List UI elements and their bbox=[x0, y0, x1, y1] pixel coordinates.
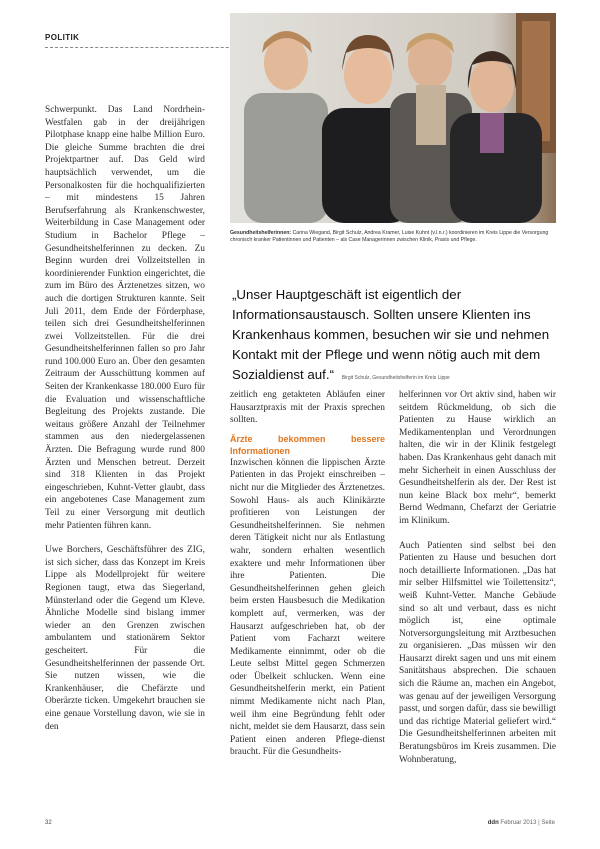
col1-paragraph-1: Schwerpunkt. Das Land Nordrhein-Westfalen gab in der dreijährigen Pilotphase knapp eine halbe Million Euro. Die gleiche Summe brachten die drei Projektpartner auf. Das Geld wird hauptsächlich verwendet, um die Personalkosten für die hochqualifizierten – mit mindestens 15 Jahren Berufserfahrung als Krankenschwester, Weiterbildung in Case Management oder Studium in Bachelor Pflege – Gesundheitshelferinnen zu decken. Zu Beginn wurden drei Vollzeitstellen in koordinierender Funktion eingerichtet, die zum im Büro des Ärztenetzes sitzen, wo auch die dortigen Strukturen kannte. Seit Juli 2011, dem Ende der Förderphase, teilen sich drei Gesundheitshelferinnen zwei Vollzeitstellen. Für die drei Gesundheitshelferinnen fallen so pro Jahr rund 100.000 Euro an. Über den gesamten Zeitraum der Ausschüttung kommen auf Seiten der Krankenkasse 180.000 Euro für die Evaluation und wissenschaftliche Begleitung des Projekts zustande. Die weitaus größere Anzahl der Teilnehmer stammen aus den niedergelassenen Ärzten. Die Befragung wurde rund 800 Ärzten und Menschen betreut. Derzeit sind 318 Klienten in das Projekt eingeschrieben, Kuhnt-Vetter glaubt, dass ein angebotenes Case Management zum Teil zu einer Versorgung mit deutlich mehr Patienten führen kann. bbox=[45, 105, 205, 531]
pull-quote bbox=[232, 285, 558, 388]
group-photo bbox=[230, 13, 556, 223]
quote-source: Birgit Schulz, Gesundheitshelferin im Kreis Lippe bbox=[341, 375, 450, 381]
col2-paragraph-2: Inzwischen können die lippischen Ärzte Patienten in das Projekt einschreiben – nicht nur die Mitglieder des Ärztenetzes. Sowohl Haus- als auch Klinikärzte profitieren von Leistungen der Gesundheitshelferinnen. Sie nehmen deren Tätigkeit nicht nur als Entlastung wahr, sondern erhalten wesentlich exaktere und mehr Informationen über ihre Patienten. Die Gesundheitshelferinnen gehen gleich beim ersten Hausbesuch die Medikation komplett auf, vermerken, was der Hausarzt aufgeschrieben hat, ob der Patient vom Facharzt weitere Medikamente einnimmt, oder ob die Leute selbst Mittel gegen Schmerzen oder Übelkeit schlucken. Wenn eine Gesundheitshelferin merkt, ein Patient nimmt Medikamente nicht nach Plan, weil ihm eine Begründung fehlt oder nicht, meldet sie dem Hausarzt, dass sein Patient einen anderen Pflege-dienst braucht. Für die Gesundheits- bbox=[230, 457, 385, 758]
col2-paragraph-1: zeitlich eng getakteten Abläufen einer Hausarztpraxis mit der Praxis sprechen sollten. bbox=[230, 390, 385, 426]
text-column-2 bbox=[230, 389, 385, 811]
section-label: POLITIK bbox=[45, 33, 80, 42]
col3-paragraph-1: helferinnen vor Ort aktiv sind, haben wir seitdem Rückmeldung, ob sich die Patienten zu Hause wirklich an Medikamentenplan und Verordnungen halten, die wir in der Klinik festgelegt haben. Das Krankenhaus geht danach mit mehr Sicherheit in einen Ausschluss der Gesundheitshelferin als der. Der Rest ist nun keine Black box mehr“, bemerkt Bernd Wedmann, Chefarzt der Geriatrie im Klinikum. bbox=[399, 390, 556, 526]
footer-info bbox=[488, 820, 555, 826]
subheading: Ärzte bekommen bessere Informationen bbox=[230, 433, 385, 456]
col1-paragraph-2: Uwe Borchers, Geschäftsführer des ZIG, ist sich sicher, dass das Konzept im Kreis Lippe als Modellprojekt für weitere Regionen taugt, etwa das Siegerland, Münsterland oder die Gegend um Kleve. Ähnliche Modelle sind bislang immer wieder an den Grenzen zwischen ambulantem und stationärem Sektor gescheitert. Für die Gesundheitshelferinnen der passende Ort. Sie nutzen wissen, wie die Krankenhäuser, die Chefärzte und Oberärzte ticken. Umgekehrt brauchen sie eine genaue Vorstellung davon, wie sie in den bbox=[45, 545, 205, 732]
text-column-1 bbox=[45, 104, 205, 812]
caption-text: Carina Wiegand, Birgit Schulz, Andrea Kramer, Luise Kuhnt (v.l.n.r.) koordinieren im Kreis Lippe die Versorgung chronisch kranker Patientinnen und Patienten – als Case Managerinnen zwischen Klinik, Praxis und Pflege. bbox=[230, 230, 549, 244]
page-number: 32 bbox=[45, 820, 52, 826]
magazine-name: ddn bbox=[487, 820, 499, 826]
photo-caption bbox=[230, 230, 556, 245]
issue-info: Februar 2013 | Seite bbox=[500, 820, 555, 826]
quote-text: „Unser Hauptgeschäft ist eigentlich der Informationsaustausch. Sollten unsere Klienten ins Krankenhaus kommen, besuchen wir sie und nehmen Kontakt mit der Pflege und wenn nötig auch mit dem Sozialdienst auf.“ bbox=[232, 287, 550, 382]
caption-title: Gesundheitshelferinnen: bbox=[230, 230, 292, 236]
text-column-3 bbox=[399, 389, 556, 811]
col3-paragraph-2: Auch Patienten sind selbst bei den Patienten zu Hause und besuchen dort noch detaillierte Informationen. „Das hat mir selber Hilfsmittel wie Toilettensitz“, weiß Kuhnt-Vetter. Manche Gebäude sind so alt und verbaut, dass es nicht möglich ist, eine optimale Notversorgungsleitung mit Arztbesuchen zu organisieren. „Das müssen wir den Hausarzt direkt sagen und uns mit einem Sanitätshaus absprechen. Die schauen sich die Räume an, machen ein Angebot, was genau auf der jeweiligen Versorgung passt, und sorgen dafür, dass sie bewilligt und das richtige Material geliefert wird.“ Die Gesundheitshelferinnen arbeiten mit Beratungsbüros im Kreis zusammen. Die Wohnberatung, bbox=[399, 540, 556, 765]
